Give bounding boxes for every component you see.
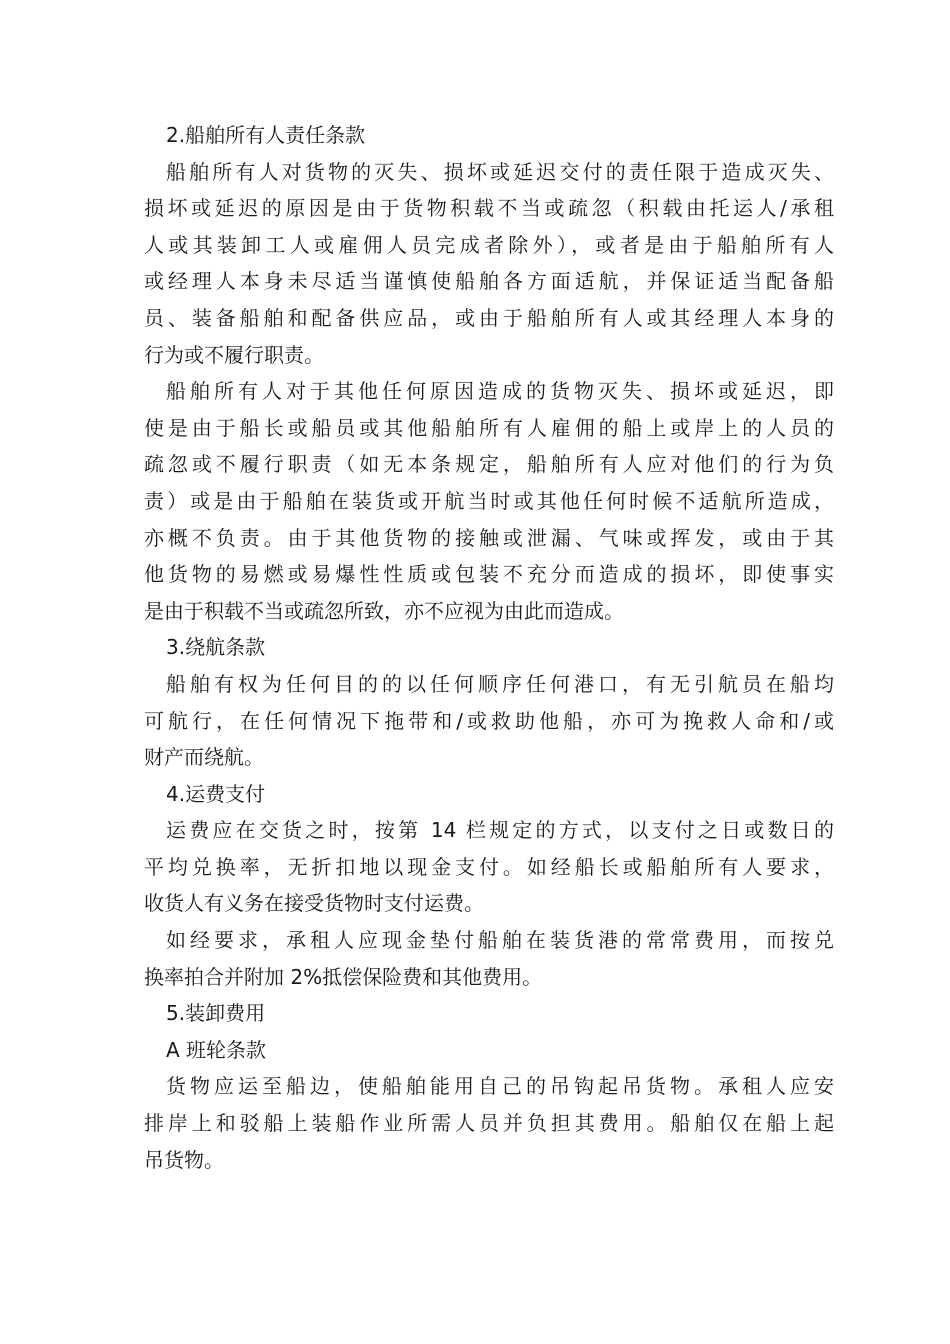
text-line: 船舶所有人对于其他任何原因造成的货物灭失、损坏或延迟，即 — [166, 379, 834, 404]
text-line: 员、装备船舶和配备供应品，或由于船舶所有人或其经理人本身的 — [144, 305, 834, 330]
text-line: 疏忽或不履行职责（如无本条规定，船舶所有人应对他们的行为负 — [144, 452, 834, 477]
text-line: 2.船舶所有人责任条款 — [166, 123, 366, 147]
text-line: 或经理人本身未尽适当谨慎使船舶各方面适航，并保证适当配备船 — [144, 269, 834, 294]
text-line: 运费应在交货之时，按第 14 栏规定的方式，以支付之日或数日的 — [166, 818, 834, 843]
text-line: 吊货物。 — [144, 1147, 224, 1172]
text-line: 船舶所有人对货物的灭失、损坏或延迟交付的责任限于造成灭失、 — [166, 159, 834, 184]
text-line: 船舶有权为任何目的的以任何顺序任何港口，有无引航员在船均 — [166, 671, 834, 696]
text-line: 4.运费支付 — [166, 781, 266, 806]
text-line: 责）或是由于船舶在装货或开航当时或其他任何时候不适航所造成， — [144, 488, 834, 513]
text-line: 损坏或延迟的原因是由于货物积载不当或疏忽（积载由托运人/承租 — [144, 196, 834, 221]
text-line: 他货物的易燃或易爆性性质或包装不充分而造成的损坏，即使事实 — [144, 562, 834, 587]
text-line: 平均兑换率，无折扣地以现金支付。如经船长或船舶所有人要求， — [144, 854, 834, 879]
text-line: 可航行，在任何情况下拖带和/或救助他船，亦可为挽救人命和/或 — [144, 708, 834, 733]
text-line: 人或其装卸工人或雇佣人员完成者除外），或者是由于船舶所有人 — [144, 232, 834, 257]
text-line: 是由于积载不当或疏忽所致，亦不应视为由此而造成。 — [144, 598, 624, 623]
text-line: 排岸上和驳船上装船作业所需人员并负担其费用。船舶仅在船上起 — [144, 1111, 834, 1136]
document-body — [144, 117, 834, 1178]
text-line: 行为或不履行职责。 — [144, 342, 324, 367]
text-line: 货物应运至船边，使船舶能用自己的吊钩起吊货物。承租人应安 — [166, 1074, 834, 1099]
text-line: A 班轮条款 — [166, 1037, 267, 1062]
text-line: 换率拍合并附加 2%抵偿保险费和其他费用。 — [144, 964, 543, 989]
text-line: 收货人有义务在接受货物时支付运费。 — [144, 891, 484, 916]
text-line: 使是由于船长或船员或其他船舶所有人雇佣的船上或岸上的人员的 — [144, 415, 834, 440]
text-line: 3.绕航条款 — [166, 635, 266, 660]
text-line: 亦概不负责。由于其他货物的接触或泄漏、气味或挥发，或由于其 — [144, 525, 834, 550]
text-line: 5.装卸费用 — [166, 1001, 266, 1026]
text-line: 财产而绕航。 — [144, 745, 264, 770]
text-line: 如经要求，承租人应现金垫付船舶在装货港的常常费用，而按兑 — [166, 928, 834, 953]
